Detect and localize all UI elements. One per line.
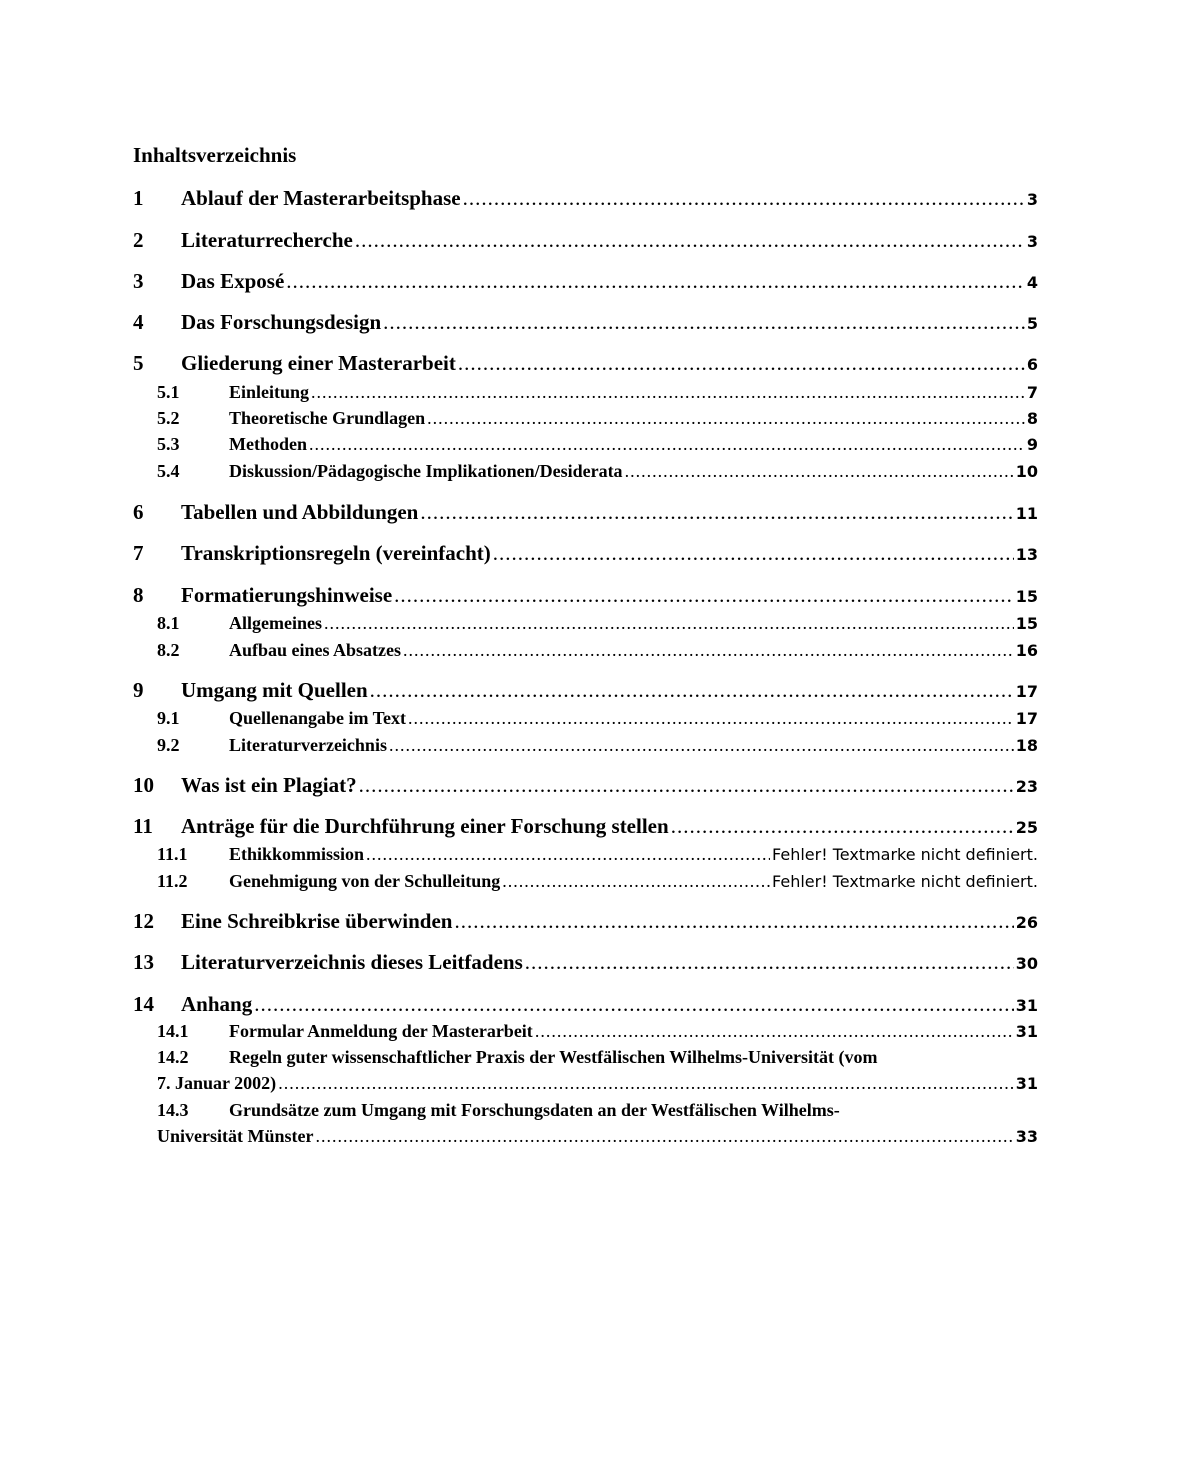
dot-leader [366, 844, 770, 865]
toc-subentry[interactable] [157, 613, 1038, 637]
toc-entry[interactable] [133, 351, 1038, 377]
toc-entry-number: 11.2 [157, 871, 188, 891]
toc-entry[interactable] [133, 814, 1038, 840]
toc-entry-page: 15 [1015, 587, 1038, 606]
toc-entry-number: 8.2 [157, 640, 180, 660]
toc-entry[interactable] [133, 950, 1038, 976]
toc-entry-title: Das Exposé [181, 269, 285, 293]
toc-entry-number: 13 [133, 950, 154, 974]
toc-entry-title: Genehmigung von der Schulleitung [229, 871, 501, 891]
toc-entry-title: Theoretische Grundlagen [229, 408, 426, 428]
toc-entry[interactable] [133, 541, 1038, 567]
dot-leader [389, 735, 1014, 756]
toc-entry-number: 10 [133, 773, 154, 797]
toc-entry-title: Tabellen und Abbildungen [181, 500, 419, 524]
toc-entry-number: 14.3 [157, 1100, 189, 1120]
toc-subentry-multiline[interactable] [157, 1047, 1038, 1099]
toc-heading: Inhaltsverzeichnis [133, 143, 297, 167]
toc-subentry[interactable] [157, 844, 1038, 868]
dot-leader [359, 773, 1014, 798]
toc-entry-page: 6 [1026, 355, 1038, 374]
dot-leader [408, 708, 1014, 729]
toc-entry-page: 16 [1015, 641, 1038, 660]
toc-subentry[interactable] [157, 735, 1038, 759]
dot-leader [394, 583, 1014, 608]
toc-subentry[interactable] [157, 1021, 1038, 1045]
toc-subentry[interactable] [157, 708, 1038, 732]
toc-entry[interactable] [133, 909, 1038, 935]
dot-leader [493, 541, 1014, 566]
toc-entry-page: 31 [1015, 1074, 1038, 1093]
toc-entry-title: Einleitung [229, 382, 310, 402]
toc-entry-title: Ethikkommission [229, 844, 365, 864]
toc-entry-title: Ablauf der Masterarbeitsphase [181, 186, 461, 210]
dot-leader [254, 992, 1014, 1017]
toc-entry-number: 14.2 [157, 1047, 189, 1067]
toc-entry-page: 7 [1026, 383, 1038, 402]
toc-entry-title: Literaturverzeichnis dieses Leitfadens [181, 950, 523, 974]
toc-entry-page: 15 [1015, 614, 1038, 633]
toc-entry-title: Das Forschungsdesign [181, 310, 382, 334]
toc-entry-number: 4 [133, 310, 144, 334]
toc-entry-page: 11 [1015, 504, 1038, 523]
toc-entry-page: 26 [1015, 913, 1038, 932]
toc-entry[interactable] [133, 269, 1038, 295]
toc-entry-title: Formular Anmeldung der Masterarbeit [229, 1021, 533, 1041]
dot-leader [463, 186, 1025, 211]
toc-entry-title: Aufbau eines Absatzes [229, 640, 402, 660]
dot-leader [355, 228, 1025, 253]
dot-leader [286, 269, 1025, 294]
toc-entry-number: 11.1 [157, 844, 188, 864]
toc-entry[interactable] [133, 186, 1038, 212]
dot-leader [454, 909, 1013, 934]
toc-entry-page: 31 [1015, 1022, 1038, 1041]
toc-entry-number: 5.4 [157, 461, 180, 481]
dot-leader [311, 382, 1025, 403]
dot-leader [525, 950, 1014, 975]
toc-entry-title: Anträge für die Durchführung einer Forschung stellen [181, 814, 669, 838]
toc-entry-title: Literaturverzeichnis [229, 735, 387, 755]
toc-entry-title: Anhang [181, 992, 253, 1016]
toc-entry-number: 5 [133, 351, 144, 375]
dot-leader [625, 461, 1014, 482]
toc-entry[interactable] [133, 583, 1038, 609]
toc-entry[interactable] [133, 773, 1038, 799]
toc-entry-page: 17 [1015, 682, 1038, 701]
toc-subentry[interactable] [157, 640, 1038, 664]
toc-entry-number: 2 [133, 228, 144, 252]
dot-leader [403, 640, 1014, 661]
toc-entry-page: 8 [1026, 409, 1038, 428]
toc-entry-page: 30 [1015, 954, 1038, 973]
toc-entry-number: 11 [133, 814, 153, 838]
toc-entry[interactable] [133, 992, 1038, 1018]
toc-entry[interactable] [133, 310, 1038, 336]
toc-entry-number: 14 [133, 992, 154, 1016]
toc-entry-number: 14.1 [157, 1021, 189, 1041]
dot-leader [383, 310, 1025, 335]
dot-leader [458, 351, 1025, 376]
toc-entry-number: 12 [133, 909, 154, 933]
toc-entry-number: 8.1 [157, 613, 180, 633]
toc-entry-title-continued: 7. Januar 2002) [157, 1073, 277, 1093]
toc-entry-page: 3 [1026, 190, 1038, 209]
dot-leader [535, 1021, 1014, 1042]
toc-entry-number: 9.1 [157, 708, 180, 728]
dot-leader [324, 613, 1014, 634]
toc-entry-title: Allgemeines [229, 613, 322, 633]
toc-subentry[interactable] [157, 461, 1038, 485]
toc-entry-page: 9 [1026, 435, 1038, 454]
toc-entry-title: Formatierungshinweise [181, 583, 393, 607]
dot-leader [671, 814, 1014, 839]
toc-entry-page: 23 [1015, 777, 1038, 796]
toc-entry-number: 8 [133, 583, 144, 607]
toc-entry-title: Methoden [229, 434, 307, 454]
toc-entry-page: 3 [1026, 232, 1038, 251]
toc-entry-number: 7 [133, 541, 144, 565]
toc-entry-number: 5.1 [157, 382, 180, 402]
toc-entry-number: 9 [133, 678, 144, 702]
toc-subentry[interactable] [157, 382, 1038, 406]
dot-leader [315, 1126, 1013, 1147]
toc-entry-number: 6 [133, 500, 144, 524]
dot-leader [420, 500, 1013, 525]
toc-entry-number: 3 [133, 269, 144, 293]
toc-entry-page: 31 [1015, 996, 1038, 1015]
toc-entry-title: Literaturrecherche [181, 228, 353, 252]
toc-entry-page: 10 [1015, 462, 1038, 481]
dot-leader [427, 408, 1025, 429]
dot-leader [502, 871, 770, 892]
toc-entry-number: 1 [133, 186, 144, 210]
toc-subentry[interactable] [157, 408, 1038, 432]
toc-entry-page-error: Fehler! Textmarke nicht definiert. [772, 872, 1038, 891]
toc-entry-page: 25 [1015, 818, 1038, 837]
dot-leader [309, 434, 1025, 455]
toc-entry-title: Eine Schreibkrise überwinden [181, 909, 453, 933]
toc-entry-page-error: Fehler! Textmarke nicht definiert. [772, 845, 1038, 864]
toc-entry-title: Diskussion/Pädagogische Implikationen/Desiderata [229, 461, 623, 481]
dot-leader [278, 1073, 1014, 1094]
toc-entry-number: 5.2 [157, 408, 180, 428]
toc-entry[interactable] [133, 500, 1038, 526]
toc-entry-page: 4 [1026, 273, 1038, 292]
toc-entry-number: 9.2 [157, 735, 180, 755]
toc-entry[interactable] [133, 678, 1038, 704]
toc-entry-number: 5.3 [157, 434, 180, 454]
toc-entry-title: Transkriptionsregeln (vereinfacht) [181, 541, 491, 565]
toc-subentry[interactable] [157, 434, 1038, 458]
toc-entry-title: Was ist ein Plagiat? [181, 773, 357, 797]
dot-leader [370, 678, 1014, 703]
toc-entry-title-continued: Universität Münster [157, 1126, 314, 1146]
toc-entry-title: Grundsätze zum Umgang mit Forschungsdaten an der Westfälischen Wilhelms- [229, 1100, 840, 1120]
toc-entry-title: Umgang mit Quellen [181, 678, 368, 702]
toc-entry-page: 33 [1015, 1127, 1038, 1146]
toc-entry-title: Quellenangabe im Text [229, 708, 407, 728]
toc-entry-page: 17 [1015, 709, 1038, 728]
toc-entry-page: 18 [1015, 736, 1038, 755]
toc-entry-title: Regeln guter wissenschaftlicher Praxis der Westfälischen Wilhelms-Universität (vom [229, 1047, 878, 1067]
toc-entry-page: 5 [1026, 314, 1038, 333]
toc-subentry-multiline[interactable] [157, 1100, 1038, 1152]
toc-entry-title: Gliederung einer Masterarbeit [181, 351, 456, 375]
toc-subentry[interactable] [157, 871, 1038, 895]
toc-entry-page: 13 [1015, 545, 1038, 564]
toc-entry[interactable] [133, 228, 1038, 254]
